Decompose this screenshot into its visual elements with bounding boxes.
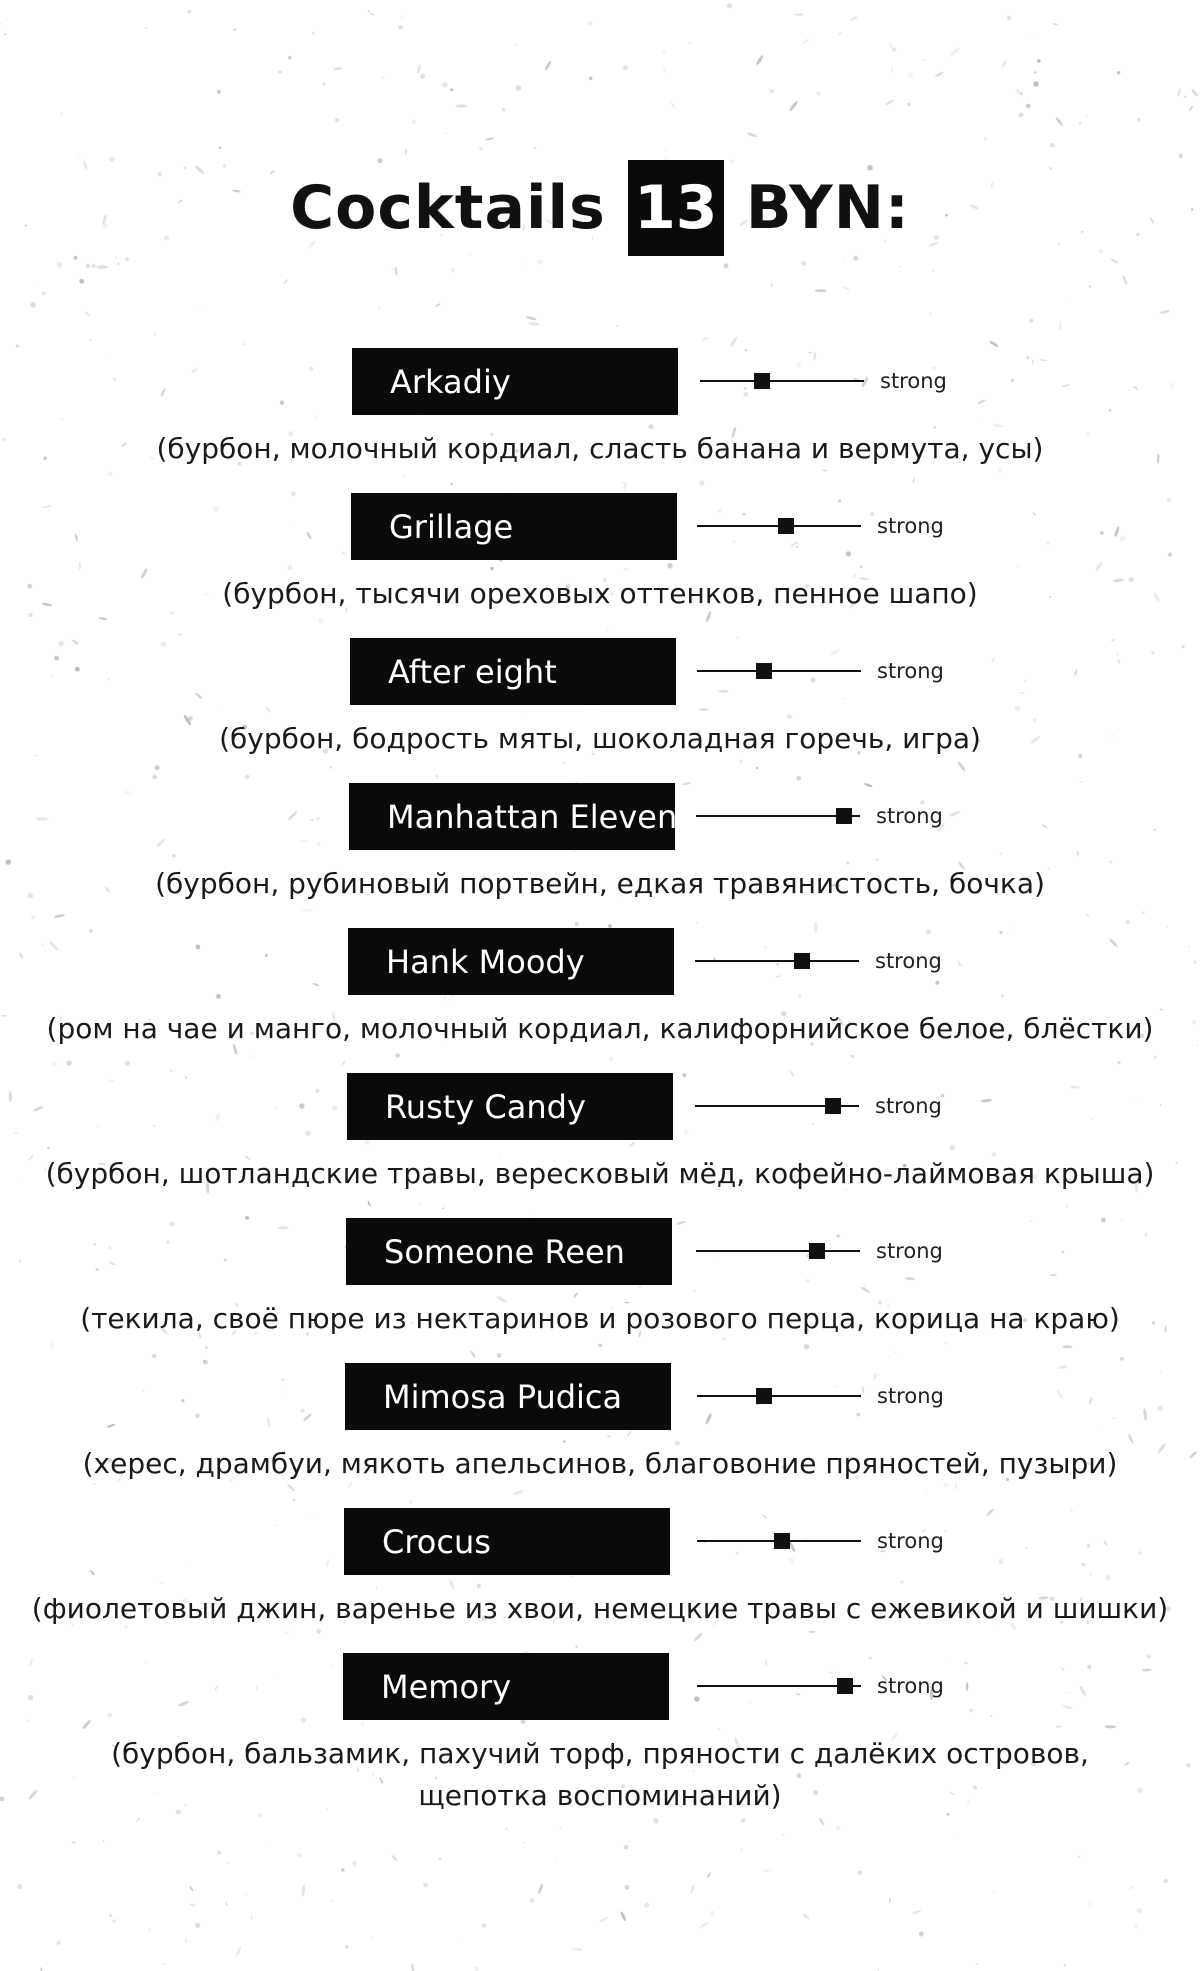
strength-meter xyxy=(697,663,861,679)
strength-meter xyxy=(695,1098,859,1114)
strength-marker xyxy=(836,808,852,824)
cocktail-name: Rusty Candy xyxy=(347,1073,673,1140)
cocktail-description: (бурбон, молочный кордиал, сласть банана и вермута, усы) xyxy=(156,432,1044,465)
strength-label: strong xyxy=(877,1384,944,1408)
strength-label: strong xyxy=(877,1674,944,1698)
cocktail-name: Grillage xyxy=(351,493,677,560)
cocktail-name: Arkadiy xyxy=(352,348,678,415)
strength-meter-track xyxy=(700,380,864,382)
strength-label: strong xyxy=(876,804,943,828)
strength-meter-track xyxy=(697,1395,861,1397)
strength-meter-track xyxy=(697,670,861,672)
strength-label: strong xyxy=(877,514,944,538)
cocktail-description: (бурбон, рубиновый портвейн, едкая травянистость, бочка) xyxy=(155,867,1045,900)
cocktail-name: Someone Reen xyxy=(346,1218,672,1285)
cocktail-description: (ром на чае и манго, молочный кордиал, калифорнийское белое, блёстки) xyxy=(46,1012,1154,1045)
strength-label: strong xyxy=(875,1094,942,1118)
cocktail-name: Mimosa Pudica xyxy=(345,1363,671,1430)
strength-label: strong xyxy=(880,369,947,393)
strength-marker xyxy=(825,1098,841,1114)
strength-meter xyxy=(696,808,860,824)
cocktail-name: After eight xyxy=(350,638,676,705)
strength-marker xyxy=(794,953,810,969)
strength-meter xyxy=(700,373,864,389)
strength-meter xyxy=(697,1533,861,1549)
cocktail-description: (текила, своё пюре из нектаринов и розового перца, корица на краю) xyxy=(80,1302,1120,1335)
strength-marker xyxy=(754,373,770,389)
strength-marker xyxy=(809,1243,825,1259)
cocktail-name: Crocus xyxy=(344,1508,670,1575)
cocktail-description: (бурбон, шотландские травы, вересковый мёд, кофейно-лаймовая крыша) xyxy=(45,1157,1155,1190)
cocktail-description: (бурбон, бальзамик, пахучий торф, пряности с далёких островов, щепотка воспоминаний) xyxy=(111,1737,1089,1812)
cocktail-description: (фиолетовый джин, варенье из хвои, немецкие травы с ежевикой и шишки) xyxy=(31,1592,1169,1625)
strength-marker xyxy=(778,518,794,534)
strength-meter xyxy=(696,1243,860,1259)
header-title: Cocktails xyxy=(290,173,606,243)
strength-meter-track xyxy=(695,960,859,962)
strength-marker xyxy=(774,1533,790,1549)
strength-label: strong xyxy=(875,949,942,973)
strength-meter xyxy=(697,518,861,534)
menu-header xyxy=(0,158,1200,258)
strength-meter xyxy=(697,1388,861,1404)
strength-meter-track xyxy=(696,1250,860,1252)
strength-label: strong xyxy=(877,659,944,683)
strength-meter xyxy=(695,953,859,969)
currency-label: BYN: xyxy=(745,173,910,243)
cocktail-description: (бурбон, бодрость мяты, шоколадная горечь, игра) xyxy=(219,722,981,755)
strength-label: strong xyxy=(876,1239,943,1263)
strength-meter xyxy=(697,1678,861,1694)
price-badge: 13 xyxy=(628,160,724,256)
strength-marker xyxy=(837,1678,853,1694)
cocktail-name: Memory xyxy=(343,1653,669,1720)
cocktail-name: Manhattan Eleven xyxy=(349,783,675,850)
cocktail-description: (херес, драмбуи, мякоть апельсинов, благовоние пряностей, пузыри) xyxy=(82,1447,1118,1480)
strength-label: strong xyxy=(877,1529,944,1553)
cocktail-name: Hank Moody xyxy=(348,928,674,995)
cocktail-description: (бурбон, тысячи ореховых оттенков, пенное шапо) xyxy=(222,577,978,610)
strength-marker xyxy=(756,663,772,679)
strength-marker xyxy=(756,1388,772,1404)
